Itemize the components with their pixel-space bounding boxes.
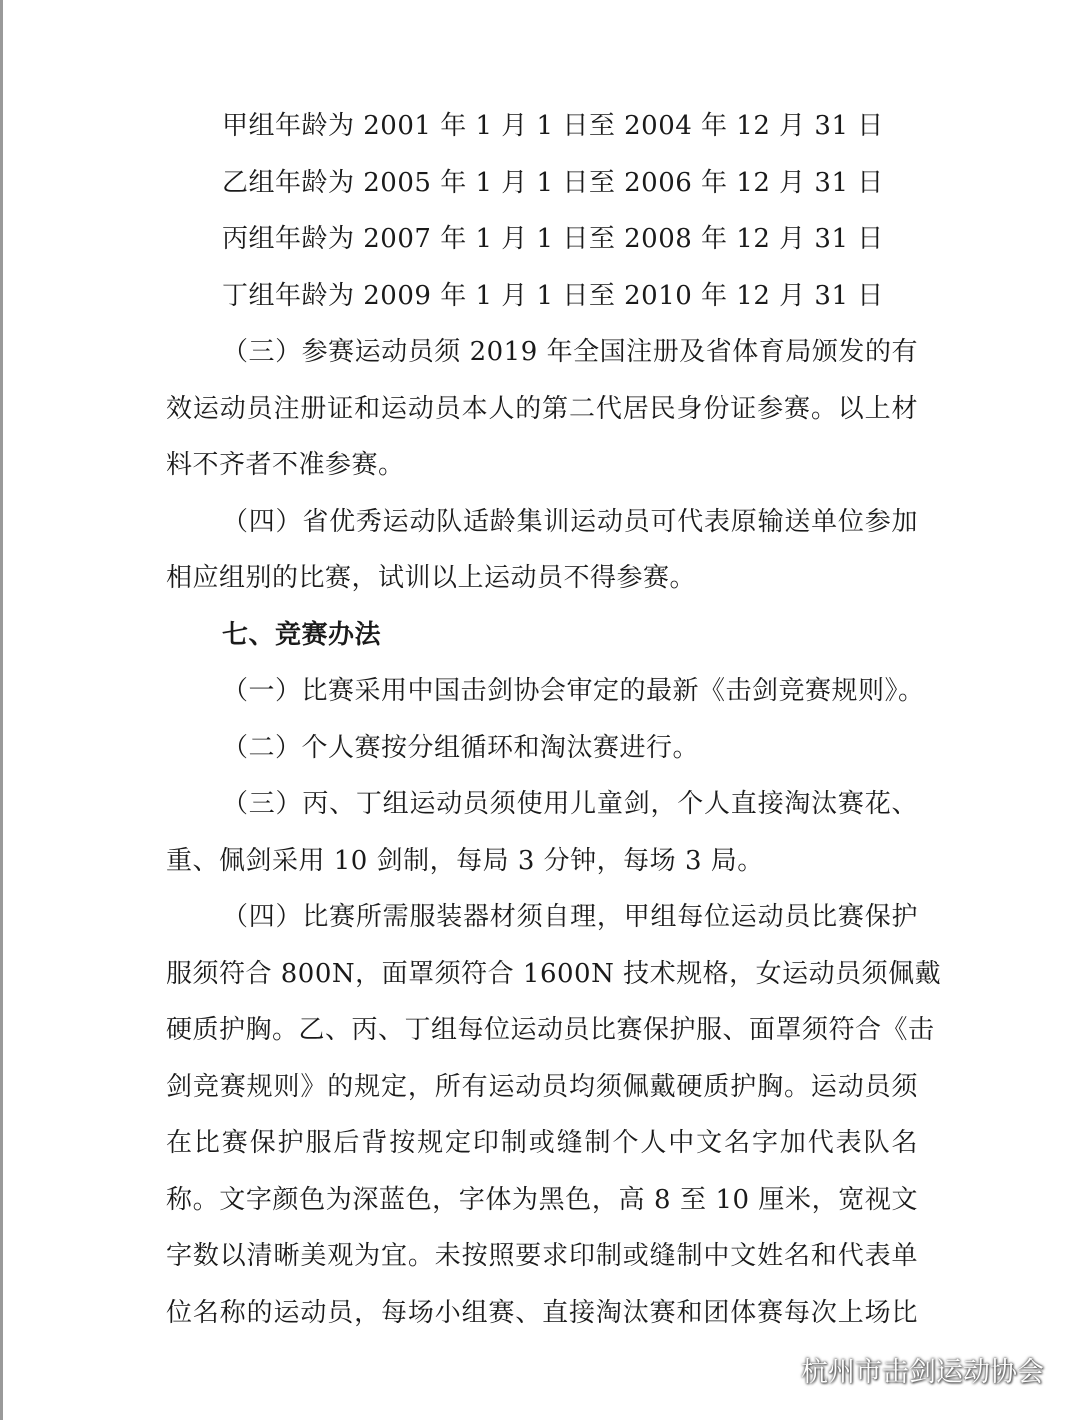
watermark-text: 杭州市击剑运动协会 [801, 1357, 1044, 1388]
para-4-line-1: （四）省优秀运动队适龄集训运动员可代表原输送单位参加 [222, 506, 918, 537]
s7-item-4-line-3: 硬质护胸。乙、丙、丁组每位运动员比赛保护服、面罩须符合《击 [166, 1015, 935, 1045]
s7-item-3-line-2: 重、佩剑采用 10 剑制，每局 3 分钟，每场 3 局。 [166, 845, 764, 876]
s7-item-3-line-1: （三）丙、丁组运动员须使用儿童剑，个人直接淘汰赛花、 [222, 789, 918, 819]
watermark [753, 1350, 1044, 1389]
document-page [166, 98, 942, 1341]
section-7-heading: 七、竞赛办法 [222, 619, 382, 650]
para-3-line-1: （三）参赛运动员须 2019 年全国注册及省体育局颁发的有 [222, 337, 918, 367]
age-group-a: 甲组年龄为 2001 年 1 月 1 日至 2004 年 12 月 31 日 [222, 111, 884, 141]
s7-item-4-line-6: 称。文字颜色为深蓝色，字体为黑色，高 8 至 10 厘米，宽视文 [166, 1184, 918, 1215]
para-4-line-2: 相应组别的比赛，试训以上运动员不得参赛。 [166, 563, 697, 593]
s7-item-2: （二）个人赛按分组循环和淘汰赛进行。 [222, 732, 700, 763]
age-group-c: 丙组年龄为 2007 年 1 月 1 日至 2008 年 12 月 31 日 [222, 224, 884, 254]
wechat-icon [753, 1353, 793, 1387]
s7-item-4-line-7: 字数以清晰美观为宜。未按照要求印制或缝制中文姓名和代表单 [166, 1241, 918, 1271]
age-group-b: 乙组年龄为 2005 年 1 月 1 日至 2006 年 12 月 31 日 [222, 167, 884, 198]
para-3-line-2: 效运动员注册证和运动员本人的第二代居民身份证参赛。以上材 [166, 393, 918, 424]
s7-item-1: （一）比赛采用中国击剑协会审定的最新《击剑竞赛规则》。 [222, 676, 925, 706]
age-group-d: 丁组年龄为 2009 年 1 月 1 日至 2010 年 12 月 31 日 [222, 280, 884, 311]
para-3-line-3: 料不齐者不准参赛。 [166, 450, 405, 480]
s7-item-4-line-5: 在比赛保护服后背按规定印制或缝制个人中文名字加代表队名 [166, 1128, 918, 1158]
page-left-border [0, 0, 3, 1420]
s7-item-4-line-1: （四）比赛所需服装器材须自理，甲组每位运动员比赛保护 [222, 902, 918, 932]
s7-item-4-line-8: 位名称的运动员，每场小组赛、直接淘汰赛和团体赛每次上场比 [166, 1297, 918, 1328]
s7-item-4-line-2: 服须符合 800N，面罩须符合 1600N 技术规格，女运动员须佩戴 [166, 958, 942, 989]
s7-item-4-line-4: 剑竞赛规则》的规定，所有运动员均须佩戴硬质护胸。运动员须 [166, 1071, 918, 1102]
